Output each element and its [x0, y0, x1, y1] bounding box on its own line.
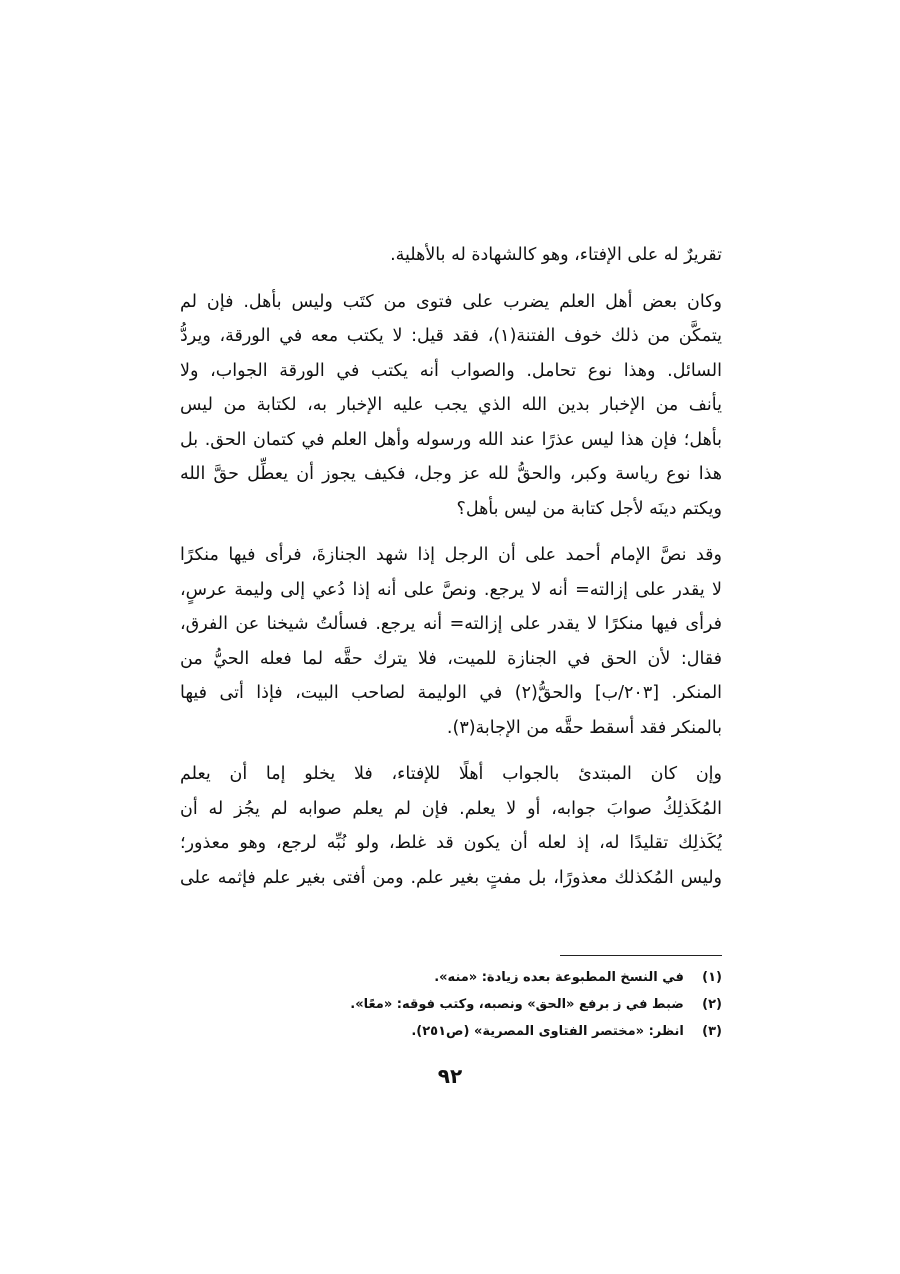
- footnote-text: في النسخ المطبوعة بعده زيادة: «منه».: [434, 970, 684, 985]
- paragraph-1: [180, 238, 722, 273]
- footnotes: [300, 964, 722, 1045]
- text-line: وإن كان المبتدئ بالجواب أهلًا للإفتاء، فلا يخلو إما أن يعلم: [180, 764, 722, 784]
- paragraph-2: [180, 285, 722, 527]
- text-line: لا يقدر على إزالته= أنه لا يرجع. ونصَّ على أنه إذا دُعي إلى وليمة عرسٍ،: [180, 579, 722, 600]
- text-line: المنكر. [٢٠٣/ب] والحقُّ(٢) في الوليمة لصاحب البيت، فإذا أتى فيها: [180, 683, 722, 703]
- page-number: ٩٢: [437, 1064, 463, 1088]
- paragraph-4: [180, 757, 722, 895]
- text-line: بأهل؛ فإن هذا ليس عذرًا عند الله ورسوله وأهل العلم في كتمان الحق. بل: [180, 429, 722, 450]
- text-line: وكان بعض أهل العلم يضرب على فتوى من كتَب وليس بأهل. فإن لم: [180, 291, 722, 312]
- footnote-separator: [560, 955, 722, 956]
- text-line: فقال: لأن الحق في الجنازة للميت، فلا يترك حقَّه لما فعله الحيُّ من: [180, 648, 722, 669]
- footnote-2: [300, 991, 722, 1018]
- footnote-text: ضبط في ز برفع «الحق» ونصبه، وكتب فوقه: «معًا».: [350, 997, 684, 1012]
- text-line: هذا نوع رياسة وكبر، والحقُّ لله عز وجل، فكيف يجوز أن يعطِّل حقَّ الله: [180, 464, 722, 484]
- footnote-3: [300, 1018, 722, 1045]
- text-line: فرأى فيها منكرًا لا يقدر على إزالته= أنه يرجع. فسألتُ شيخنا عن الفرق،: [180, 614, 722, 634]
- footnote-1: [300, 964, 722, 991]
- text-line: السائل. وهذا نوع تحامل. والصواب أنه يكتب في الورقة الجواب، ولا: [180, 360, 722, 381]
- text-line: المُكَذلِكُ صوابَ جوابه، أو لا يعلم. فإن لم يعلم صوابه لم يجُز له أن: [180, 798, 722, 819]
- paragraph-3: [180, 538, 722, 745]
- text-line: ويكتم دينَه لأجل كتابة من ليس بأهل؟: [456, 498, 722, 519]
- footnote-number: (١): [702, 970, 722, 985]
- footnote-number: (٢): [702, 997, 722, 1012]
- main-text: [180, 238, 722, 907]
- footnote-number: (٣): [702, 1024, 722, 1039]
- text-line: يُكَذلِك تقليدًا له، إذ لعله أن يكون قد غلط، ولو نُبِّه لرجع، وهو معذور؛: [180, 833, 722, 853]
- footnote-text: انظر: «مختصر الفتاوى المصرية» (ص٢٥١).: [411, 1024, 684, 1039]
- text-line: يتمكَّن من ذلك خوف الفتنة(١)، فقد قيل: لا يكتب معه في الورقة، ويردُّ: [180, 326, 722, 346]
- text-line: وليس المُكذلك معذورًا، بل مفتٍ بغير علم. ومن أفتى بغير علم فإثمه على: [180, 867, 722, 888]
- text-line: يأنف من الإخبار بدين الله الذي يجب عليه الإخبار به، لكتابة من ليس: [180, 395, 722, 415]
- text-line: بالمنكر فقد أسقط حقَّه من الإجابة(٣).: [446, 717, 722, 738]
- text-line: وقد نصَّ الإمام أحمد على أن الرجل إذا شهد الجنازةَ، فرأى فيها منكرًا: [180, 545, 722, 565]
- text-line: تقريرٌ له على الإفتاء، وهو كالشهادة له بالأهلية.: [390, 245, 722, 265]
